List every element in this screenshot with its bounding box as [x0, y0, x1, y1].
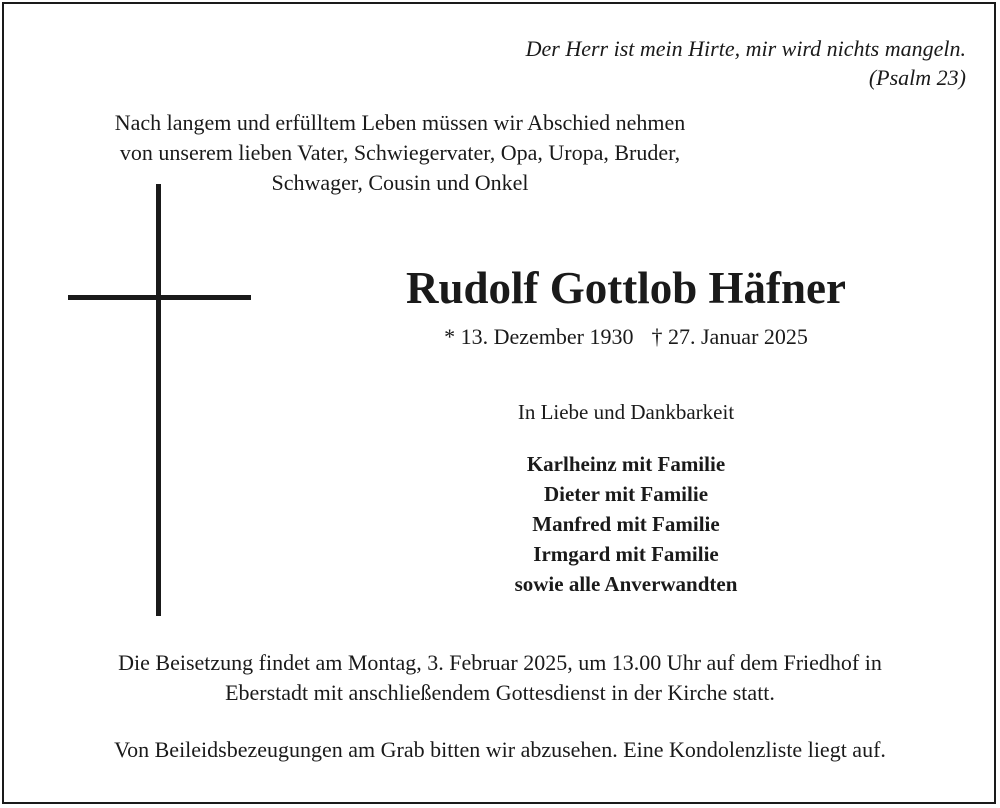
mourner-entry: Karlheinz mit Familie — [526, 452, 726, 476]
death-date: † 27. Januar 2025 — [651, 324, 808, 349]
mourner-entry: sowie alle Anverwandten — [514, 572, 738, 596]
intro-text — [100, 108, 700, 198]
burial-info — [20, 648, 980, 708]
psalm-verse: Der Herr ist mein Hirte, mir wird nichts mangeln. — [525, 36, 966, 61]
condolence-note: Von Beileidsbezeugungen am Grab bitten wir abzusehen. Eine Kondolenzliste liegt auf. — [114, 737, 886, 762]
intro-line: von unserem lieben Vater, Schwiegervater, Opa, Uropa, Bruder, — [119, 140, 681, 165]
burial-line: Eberstadt mit anschließendem Gottesdienst in der Kirche statt. — [225, 680, 775, 705]
burial-line: Die Beisetzung findet am Montag, 3. Februar 2025, um 13.00 Uhr auf dem Friedhof in — [118, 650, 882, 675]
deceased-name: Rudolf Gottlob Häfner — [405, 263, 846, 313]
mourners-list — [326, 449, 926, 599]
psalm-quote — [526, 34, 966, 92]
mourner-entry: Manfred mit Familie — [532, 512, 720, 536]
psalm-source: (Psalm 23) — [868, 65, 966, 90]
mourner-entry: Irmgard mit Familie — [533, 542, 719, 566]
intro-line: Nach langem und erfülltem Leben müssen wir Abschied nehmen — [114, 110, 686, 135]
gratitude-line: In Liebe und Dankbarkeit — [517, 400, 735, 424]
cross-horizontal-bar — [68, 295, 251, 300]
mourner-entry: Dieter mit Familie — [543, 482, 709, 506]
cross-vertical-bar — [156, 184, 161, 616]
life-dates — [326, 322, 926, 352]
intro-line: Schwager, Cousin und Onkel — [271, 170, 529, 195]
birth-date: * 13. Dezember 1930 — [444, 324, 634, 349]
